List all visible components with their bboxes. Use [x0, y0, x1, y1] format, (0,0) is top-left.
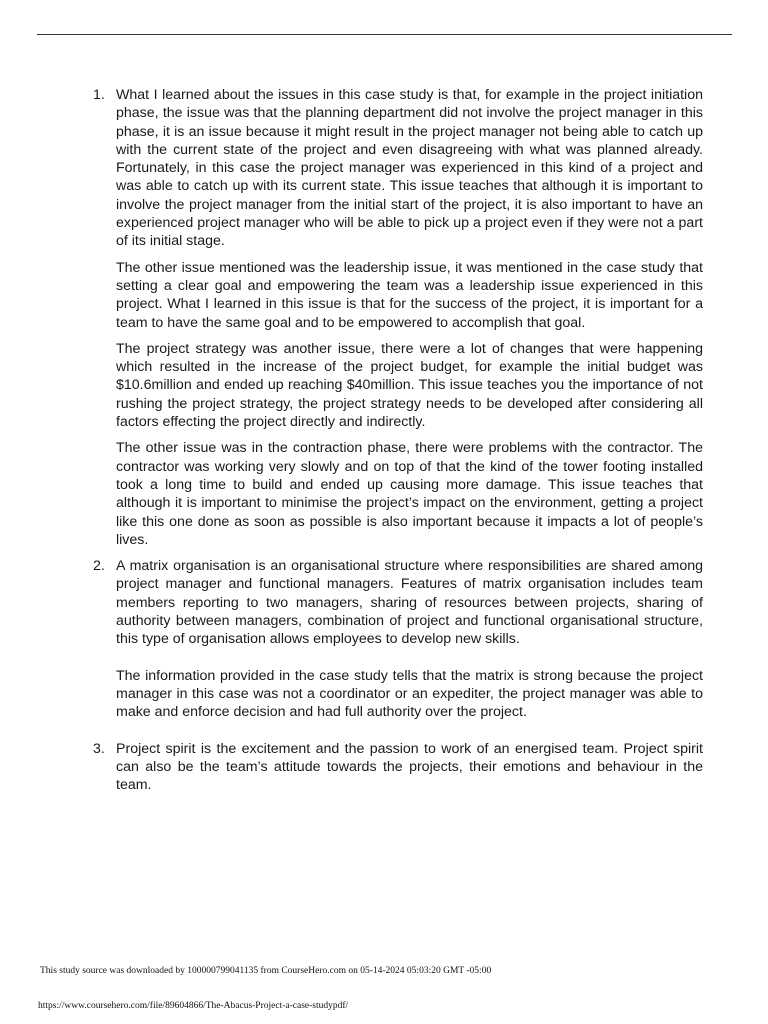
paragraph: The other issue mentioned was the leadership issue, it was mentioned in the case study that setting a clear goal and empowering the team was a leadership issue experienced in this project. What I learned in this issue is that for the success of the project, it is important for a team to have the same goal and to be empowered to accomplish that goal. [116, 259, 703, 331]
paragraph: The project strategy was another issue, there were a lot of changes that were happening which resulted in the increase of the project budget, for example the initial budget was $10.6million and ended up reaching $40million. This issue teaches you the importance of not rushing the project strategy, the project strategy needs to be developed after considering all factors effecting the project directly and indirectly. [116, 340, 703, 431]
item-number: 3. [93, 740, 105, 757]
list-item-2 [88, 557, 703, 739]
list-item-3 [88, 740, 703, 795]
paragraph-gap [116, 730, 703, 740]
paragraph: A matrix organisation is an organisational structure where responsibilities are shared among project manager and functional managers. Features of matrix organisation includes team members reporting to two managers, sharing of resources between projects, sharing of authority between managers, combination of project and functional organisational structure, this type of organisation allows employees to develop new skills. [116, 558, 703, 648]
source-url: https://www.coursehero.com/file/89604866/The-Abacus-Project-a-case-studypdf/ [38, 1001, 349, 1011]
item-number: 2. [93, 558, 105, 575]
item-number: 1. [93, 87, 105, 103]
paragraph: What I learned about the issues in this case study is that, for example in the project initiation phase, the issue was that the planning department did not involve the project manager in this phase, it is an issue because it might result in the project manager not being able to catch up with the current state of the project and even disagreeing with what was planned already. Fortunately, in this case the project manager was experienced in this kind of a project and was able to catch up with its current state. This issue teaches that although it is important to involve the project manager from the initial start of the project, it is also important to have an experienced project manager who will be able to pick up a project even if they were not a part of its initial stage. [116, 87, 703, 250]
download-notice: This study source was downloaded by 100000799041135 from CourseHero.com on 05-14-2024 05:03:20 GMT -05:00 [40, 966, 492, 976]
paragraph-gap [116, 657, 703, 667]
top-divider [37, 34, 732, 35]
paragraph: The other issue was in the contraction phase, there were problems with the contractor. The contractor was working very slowly and on top of that the kind of the tower footing installed took a long time to build and ended up causing more damage. This issue teaches that although it is important to minimise the project’s impact on the environment, getting a project like this one done as soon as possible is also important because it impacts a lot of people’s lives. [116, 440, 703, 548]
list-item-1 [88, 86, 703, 549]
paragraph: The information provided in the case study tells that the matrix is strong because the project manager in this case was not a coordinator or an expediter, the project manager was able to make and enforce decision and had full authority over the project. [116, 667, 703, 721]
paragraph: Project spirit is the excitement and the passion to work of an energised team. Project spirit can also be the team’s attitude towards the projects, their emotions and behaviour in the team. [116, 740, 703, 794]
answer-list [88, 86, 703, 802]
